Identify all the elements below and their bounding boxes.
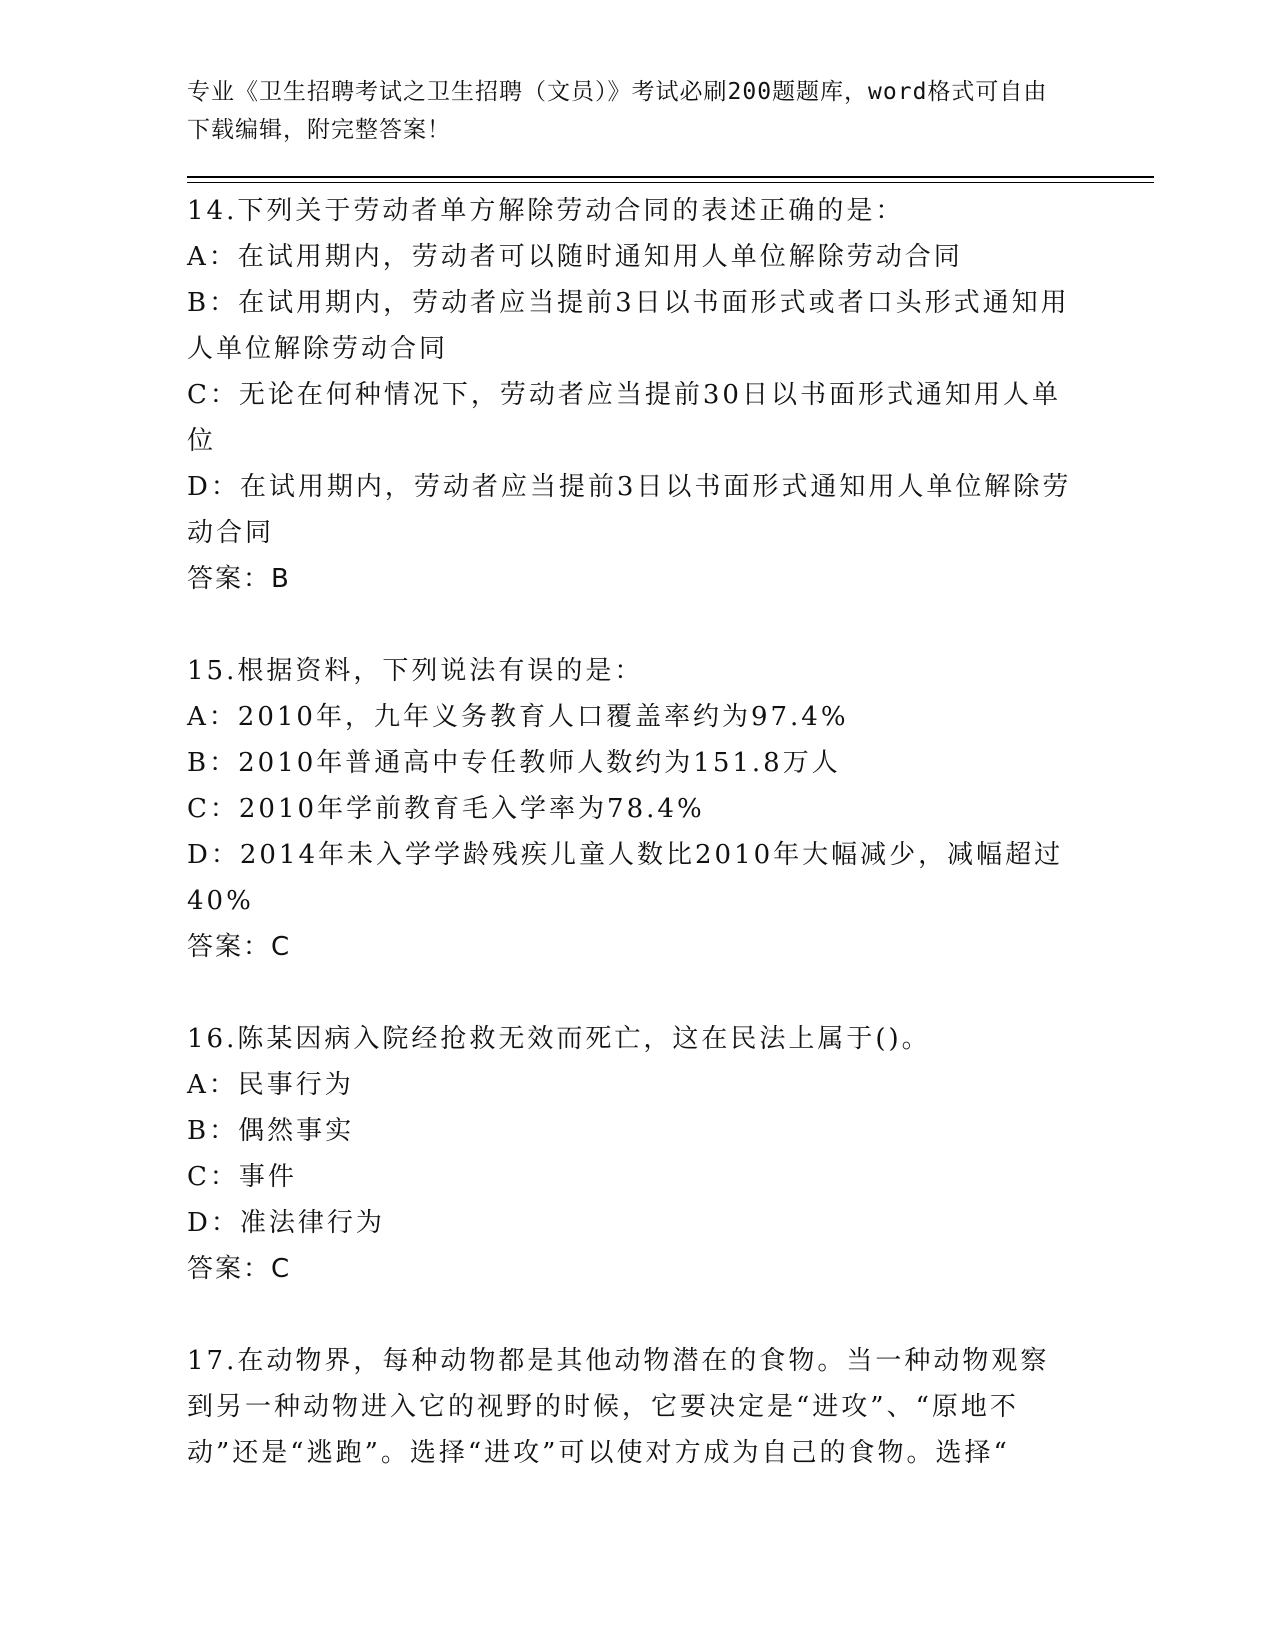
option-d: D：在试用期内，劳动者应当提前3日以书面形式通知用人单位解除劳动合同 [187, 472, 1072, 548]
answer: 答案：C [187, 932, 292, 962]
question-17 [187, 1338, 1077, 1476]
question-14 [187, 188, 1077, 602]
option-b: B：偶然事实 [187, 1116, 355, 1146]
question-stem: 15.根据资料，下列说法有误的是： [187, 656, 644, 686]
option-d: D：2014年未入学学龄残疾儿童人数比2010年大幅减少，减幅超过40% [187, 840, 1064, 916]
answer: 答案：B [187, 564, 291, 594]
question-stem: 17.在动物界，每种动物都是其他动物潜在的食物。当一种动物观察到另一种动物进入它的视野的时候，它要决定是“进攻”、“原地不动”还是“逃跑”。选择“进攻”可以使对方成为自己的食物。选择“ [187, 1346, 1050, 1468]
option-d: D：准法律行为 [187, 1208, 385, 1238]
answer: 答案：C [187, 1254, 292, 1284]
option-c: C：2010年学前教育毛入学率为78.4% [187, 794, 705, 824]
document-header: 专业《卫生招聘考试之卫生招聘（文员）》考试必刷200题题库，word格式可自由下载编辑，附完整答案！ [187, 79, 1048, 143]
header-divider-thick [187, 176, 1154, 178]
question-15 [187, 648, 1077, 970]
option-c: C：无论在何种情况下，劳动者应当提前30日以书面形式通知用人单位 [187, 380, 1061, 456]
option-a: A：民事行为 [187, 1070, 354, 1100]
option-c: C：事件 [187, 1162, 297, 1192]
option-a: A：2010年，九年义务教育人口覆盖率约为97.4% [187, 702, 849, 732]
question-stem: 14.下列关于劳动者单方解除劳动合同的表述正确的是： [187, 196, 905, 226]
option-b: B：在试用期内，劳动者应当提前3日以书面形式或者口头形式通知用人单位解除劳动合同 [187, 288, 1070, 364]
question-stem: 16.陈某因病入院经抢救无效而死亡，这在民法上属于()。 [187, 1024, 931, 1054]
question-list [187, 188, 1077, 1522]
header-divider-thin [187, 182, 1154, 183]
option-b: B：2010年普通高中专任教师人数约为151.8万人 [187, 748, 841, 778]
question-16 [187, 1016, 1077, 1292]
option-a: A：在试用期内，劳动者可以随时通知用人单位解除劳动合同 [187, 242, 963, 272]
